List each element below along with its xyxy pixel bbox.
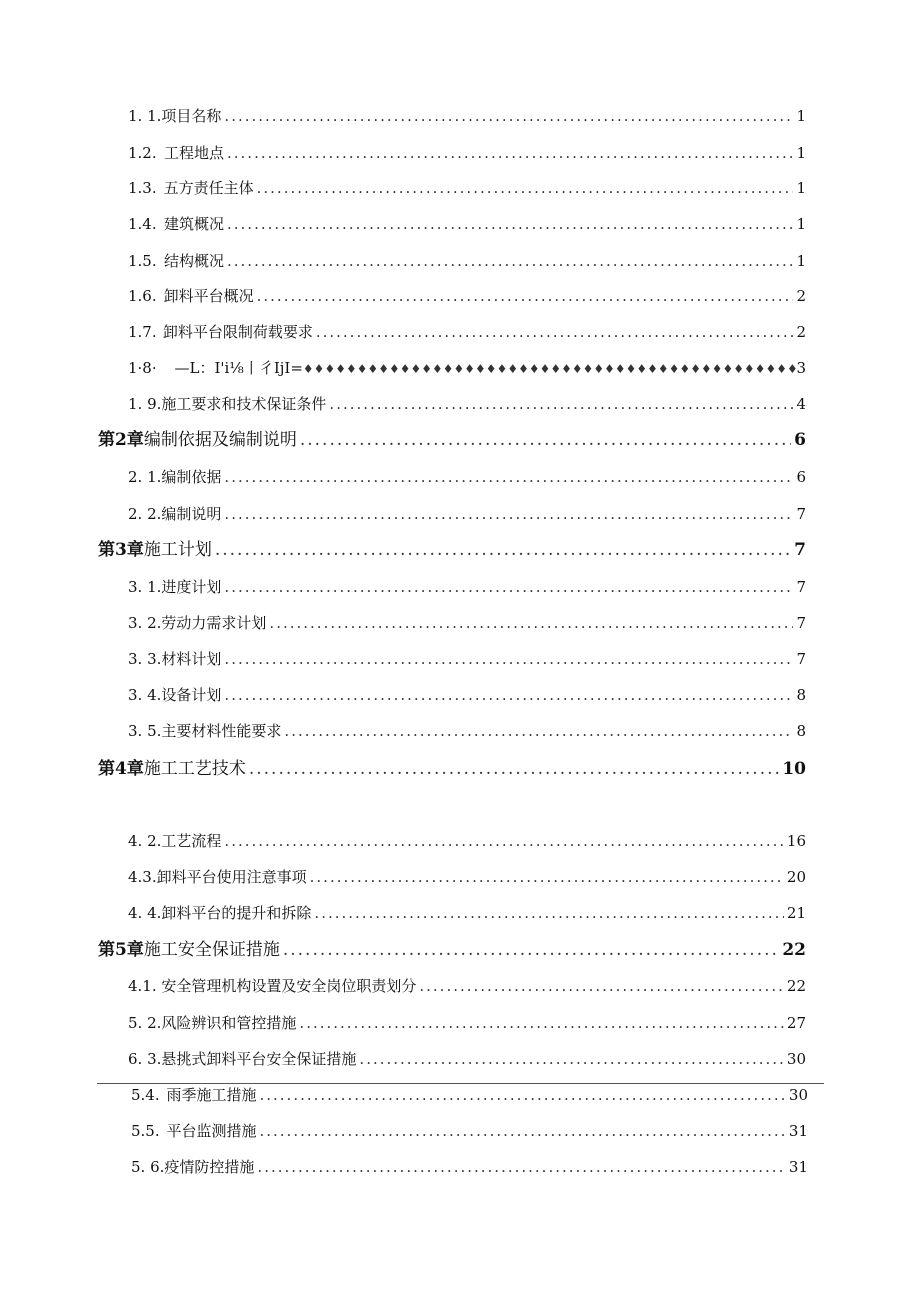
toc-leader — [310, 865, 784, 889]
toc-entry[interactable] — [128, 356, 806, 380]
toc-title: 平台监测措施 — [166, 1122, 257, 1140]
toc-number: 1.6. — [128, 287, 157, 305]
toc-leader — [314, 901, 783, 925]
toc-leader — [249, 757, 779, 781]
toc-leader — [227, 141, 793, 165]
toc-page: 10 — [782, 759, 806, 779]
toc-number: 2. 1. — [128, 468, 162, 486]
toc-leader — [224, 104, 793, 128]
toc-title: 材料计划 — [161, 650, 222, 668]
toc-number: 5.5. — [131, 1122, 160, 1140]
toc-leader — [224, 647, 793, 671]
toc-number: 1. 1. — [128, 107, 162, 125]
toc-page: 27 — [786, 1014, 806, 1032]
toc-number: 4.3. — [128, 868, 157, 886]
toc-page: 8 — [796, 722, 806, 740]
toc-entry[interactable] — [128, 249, 806, 273]
toc-title: 设备计划 — [161, 686, 222, 704]
toc-leader — [227, 212, 793, 236]
toc-title: 项目名称 — [161, 107, 222, 125]
toc-entry[interactable] — [128, 176, 806, 200]
toc-title: 编制依据及编制说明 — [143, 430, 297, 450]
toc-number: 4. 4. — [128, 904, 162, 922]
toc-entry[interactable] — [128, 320, 806, 344]
toc-entry[interactable] — [128, 611, 806, 635]
toc-page: 21 — [786, 904, 806, 922]
toc-title: 施工要求和技术保证条件 — [161, 395, 327, 413]
toc-title: 卸料平台限制荷载要求 — [162, 323, 313, 341]
toc-page: 6 — [796, 468, 806, 486]
toc-page: 7 — [796, 614, 806, 632]
toc-chapter-entry[interactable] — [98, 538, 806, 562]
toc-entry[interactable] — [128, 1047, 806, 1071]
toc-title: 五方责任主体 — [163, 179, 254, 197]
toc-entry[interactable] — [131, 1155, 808, 1179]
toc-title: 结构概况 — [163, 252, 224, 270]
toc-leader — [224, 683, 793, 707]
toc-number: 第2章 — [98, 430, 144, 450]
toc-page: 7 — [796, 578, 806, 596]
toc-page: 30 — [786, 1050, 806, 1068]
toc-title: 安全管理机构设置及安全岗位职责划分 — [161, 977, 417, 995]
toc-page: 30 — [788, 1086, 808, 1104]
toc-entry[interactable] — [128, 865, 806, 889]
toc-number: 1·8· — [128, 359, 157, 377]
toc-title: 进度计划 — [161, 578, 222, 596]
toc-title: 建筑概况 — [163, 215, 224, 233]
toc-entry[interactable] — [131, 1119, 808, 1143]
toc-leader — [227, 249, 793, 273]
toc-leader — [300, 428, 791, 452]
toc-title: 工程地点 — [163, 144, 224, 162]
toc-title: 施工安全保证措施 — [143, 940, 280, 960]
toc-entry[interactable] — [128, 719, 806, 743]
toc-title: 雨季施工措施 — [166, 1086, 257, 1104]
toc-entry[interactable] — [128, 575, 806, 599]
toc-chapter-entry[interactable] — [98, 757, 806, 781]
toc-entry[interactable] — [128, 829, 806, 853]
toc-entry[interactable] — [128, 212, 806, 236]
toc-leader — [303, 356, 797, 380]
toc-number: 1.5. — [128, 252, 157, 270]
toc-leader — [299, 1011, 783, 1035]
toc-leader — [316, 320, 794, 344]
toc-title: 风险辨识和管控措施 — [161, 1014, 297, 1032]
toc-number: 3. 3. — [128, 650, 162, 668]
toc-leader — [284, 719, 793, 743]
toc-number: 第5章 — [98, 940, 144, 960]
toc-page: 16 — [786, 832, 806, 850]
toc-entry[interactable] — [128, 647, 806, 671]
toc-page: 1 — [796, 252, 806, 270]
toc-leader — [259, 1083, 785, 1107]
toc-page: 22 — [782, 940, 806, 960]
toc-title: 疫情防控措施 — [164, 1158, 255, 1176]
toc-page: 2 — [796, 323, 806, 341]
toc-entry[interactable] — [128, 901, 806, 925]
toc-leader — [329, 392, 793, 416]
toc-page: 1 — [796, 215, 806, 233]
toc-leader — [224, 829, 783, 853]
toc-leader — [359, 1047, 783, 1071]
toc-number: 3. 1. — [128, 578, 162, 596]
toc-leader — [269, 611, 793, 635]
toc-entry[interactable] — [128, 141, 806, 165]
toc-leader — [224, 502, 793, 526]
toc-number: 3. 5. — [128, 722, 162, 740]
toc-title: 主要材料性能要求 — [161, 722, 282, 740]
toc-page: 20 — [786, 868, 806, 886]
toc-entry[interactable] — [128, 392, 806, 416]
toc-chapter-entry[interactable] — [98, 938, 806, 962]
toc-number: 1.4. — [128, 215, 157, 233]
toc-title: 施工工艺技术 — [143, 759, 246, 779]
toc-title: —L：I'i⅛丨彳IjI= — [174, 359, 303, 377]
toc-entry[interactable] — [128, 974, 806, 998]
toc-number: 2. 2. — [128, 505, 162, 523]
toc-number: 4. 2. — [128, 832, 162, 850]
toc-title: 施工计划 — [143, 540, 212, 560]
toc-chapter-entry[interactable] — [98, 428, 806, 452]
toc-title: 编制依据 — [161, 468, 222, 486]
toc-page: 7 — [794, 540, 806, 560]
toc-entry[interactable] — [131, 1083, 808, 1107]
toc-number: 1.3. — [128, 179, 157, 197]
toc-page: 31 — [788, 1122, 808, 1140]
toc-number: 6. 3. — [128, 1050, 162, 1068]
toc-leader — [259, 1119, 785, 1143]
toc-number: 第3章 — [98, 540, 144, 560]
toc-page: 1 — [796, 179, 806, 197]
toc-leader — [257, 176, 794, 200]
toc-page: 31 — [788, 1158, 808, 1176]
toc-leader — [257, 284, 794, 308]
toc-page: 22 — [786, 977, 806, 995]
toc-number: 5. 2. — [128, 1014, 162, 1032]
toc-entry[interactable] — [128, 683, 806, 707]
toc-page: 8 — [796, 686, 806, 704]
toc-entry[interactable] — [128, 284, 806, 308]
toc-page: 4 — [796, 395, 806, 413]
toc-leader — [215, 538, 791, 562]
toc-page: 1 — [796, 107, 806, 125]
toc-title: 卸料平台使用注意事项 — [156, 868, 307, 886]
toc-leader — [224, 465, 793, 489]
toc-number: 1. 9. — [128, 395, 162, 413]
toc-entry[interactable] — [128, 502, 806, 526]
toc-leader — [283, 938, 779, 962]
toc-number: 3. 2. — [128, 614, 162, 632]
toc-number: 1.2. — [128, 144, 157, 162]
toc-number: 3. 4. — [128, 686, 162, 704]
toc-number: 5.4. — [131, 1086, 160, 1104]
toc-number: 4.1. — [128, 977, 157, 995]
toc-page: 1 — [796, 144, 806, 162]
toc-leader — [419, 974, 784, 998]
toc-title: 悬挑式卸料平台安全保证措施 — [161, 1050, 357, 1068]
toc-title: 编制说明 — [161, 505, 222, 523]
toc-title: 工艺流程 — [161, 832, 222, 850]
toc-entry[interactable] — [128, 1011, 806, 1035]
toc-number: 第4章 — [98, 759, 144, 779]
toc-number: 5. 6. — [131, 1158, 165, 1176]
toc-page: 3 — [796, 359, 806, 377]
toc-entry[interactable] — [128, 104, 806, 128]
toc-entry[interactable] — [128, 465, 806, 489]
toc-leader — [224, 575, 793, 599]
toc-title: 卸料平台的提升和拆除 — [161, 904, 312, 922]
toc-leader — [257, 1155, 785, 1179]
toc-number: 1.7. — [128, 323, 157, 341]
toc-page: 2 — [796, 287, 806, 305]
toc-page: 7 — [796, 505, 806, 523]
toc-title: 劳动力需求计划 — [161, 614, 267, 632]
toc-page: 6 — [794, 430, 806, 450]
toc-title: 卸料平台概况 — [163, 287, 254, 305]
toc-page: 7 — [796, 650, 806, 668]
